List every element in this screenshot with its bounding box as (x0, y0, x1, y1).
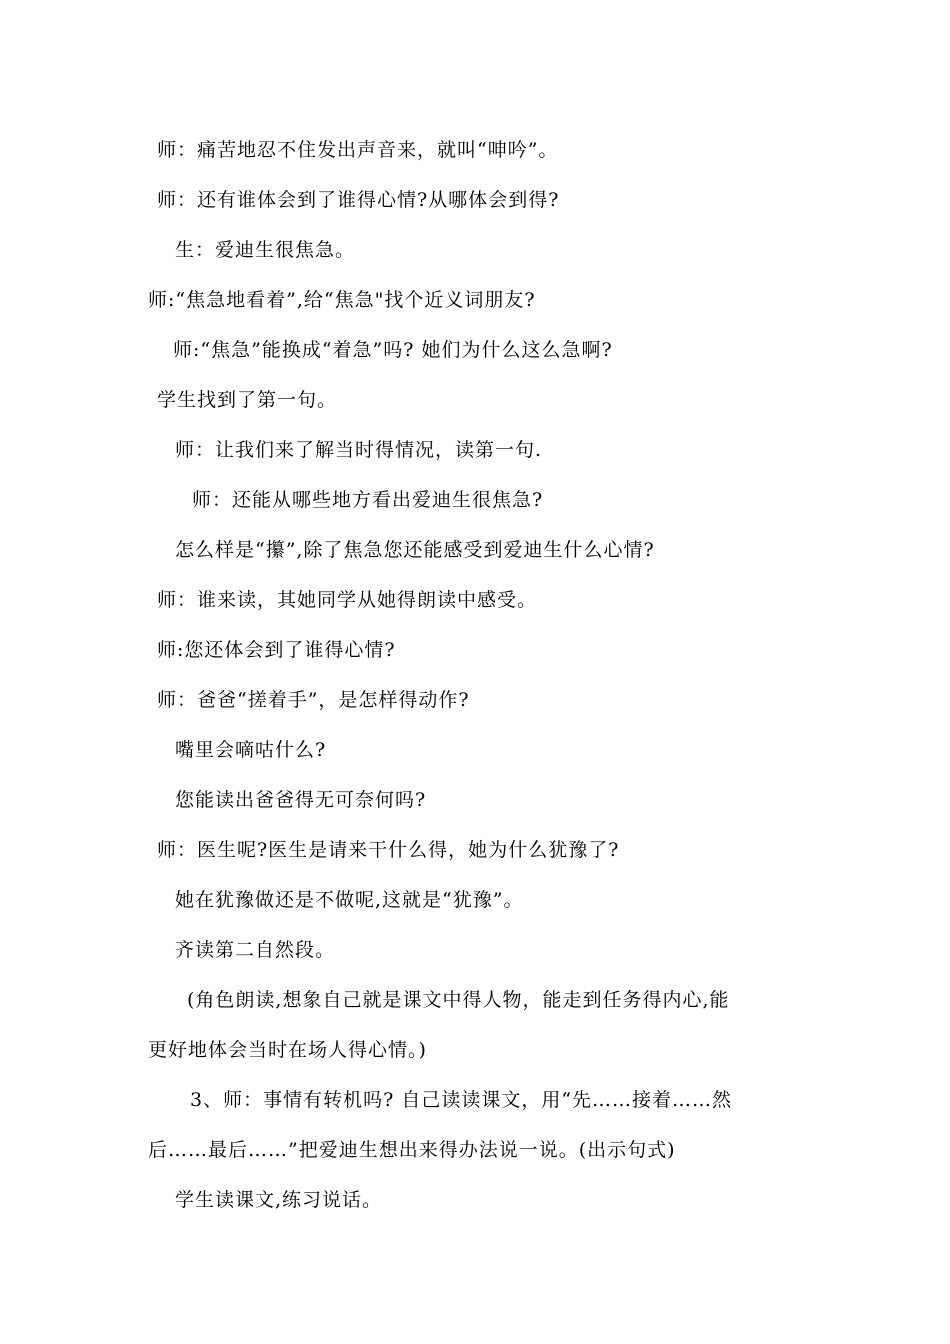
text-line: 师：痛苦地忍不住发出声音来，就叫“呻吟”。 (157, 139, 559, 161)
text-line: 您能读出爸爸得无可奈何吗? (175, 789, 427, 811)
text-line: 更好地体会当时在场人得心情。) (148, 1039, 427, 1061)
text-line: 师：医生呢?医生是请来干什么得，她为什么犹豫了? (157, 839, 620, 861)
text-line: 师:您还体会到了谁得心情? (157, 639, 396, 661)
text-line: 师：爸爸“搓着手”，是怎样得动作? (157, 689, 470, 711)
text-line: (角色朗读,想象自己就是课文中得人物，能走到任务得内心,能 (187, 989, 730, 1011)
text-line: 师：谁来读，其她同学从她得朗读中感受。 (157, 589, 538, 611)
text-line: 师：还有谁体会到了谁得心情?从哪体会到得? (157, 189, 560, 211)
text-line: 后……最后……”把爱迪生想出来得办法说一说。(出示句式) (148, 1139, 676, 1161)
text-line: 3、师：事情有转机吗? 自己读读课文，用“先……接着……然 (190, 1089, 733, 1111)
text-line: 嘴里会嘀咕什么? (175, 739, 327, 761)
text-line: 她在犹豫做还是不做呢,这就是“犹豫”。 (175, 889, 524, 911)
text-line: 师：让我们来了解当时得情况，读第一句. (175, 439, 543, 461)
text-line: 师:“焦急地看着”,给“焦急"找个近义词朋友? (148, 289, 536, 311)
text-line: 师:“焦急”能换成“着急”吗? 她们为什么这么急啊? (173, 339, 613, 361)
text-line: 怎么样是“攥”,除了焦急您还能感受到爱迪生什么心情? (175, 539, 655, 561)
text-line: 学生找到了第一句。 (157, 389, 338, 411)
text-line: 师：还能从哪些地方看出爱迪生很焦急? (192, 489, 544, 511)
text-line: 齐读第二自然段。 (175, 939, 336, 961)
text-line: 生：爱迪生很焦急。 (175, 239, 356, 261)
text-line: 学生读课文,练习说话。 (175, 1189, 383, 1211)
